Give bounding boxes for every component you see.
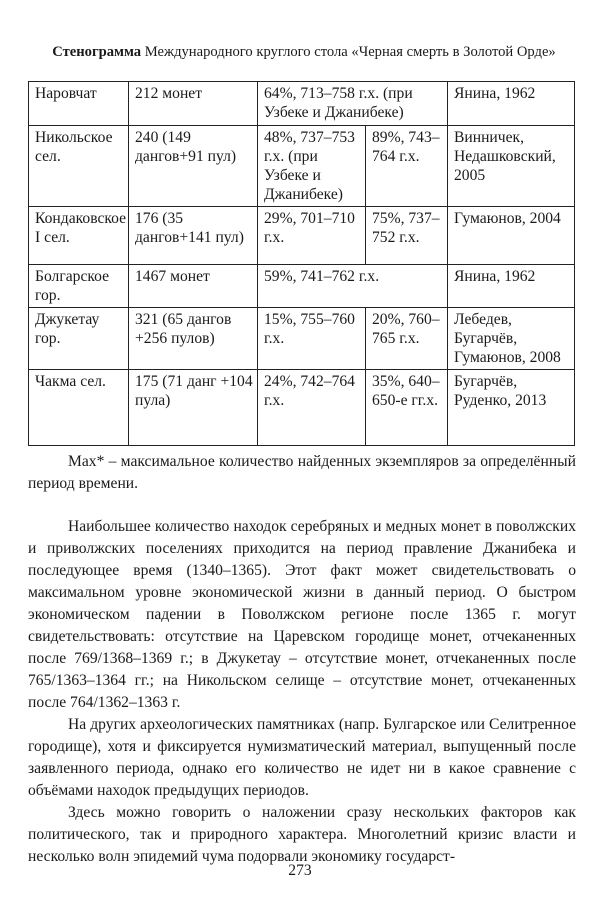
header-title-bold: Стенограмма <box>52 44 142 60</box>
table-row <box>29 370 575 446</box>
paragraph: Наибольшее количество находок серебряных и медных монет в поволжских и приволжских поселениях приходится на период правление Джанибека и последующее время (1340–1365). Этот факт может свидетельствовать о максимальном уровне экономической жизни в данный период. О быстром экономическом падении в Поволжском регионе после 1365 г. могут свидетельствовать: отсутствие на Царевском городище монет, отчеканенных после 769/1368–1369 г.; в Джукетау – отсутствие монет, отчеканенных после 765/1363–1364 гг.; на Никольском селище – отсутствие монет, отчеканенных после 764/1362–1363 г. <box>28 518 576 711</box>
cell-max-share: 35%, 640–650-е гг.х. <box>366 370 448 446</box>
cell-source: Янина, 1962 <box>448 265 575 308</box>
running-header <box>24 44 584 61</box>
table-body <box>29 82 575 446</box>
cell-coin-count: 240 (149 дангов+91 пул) <box>129 126 258 207</box>
cell-site: Джукетау гор. <box>29 308 129 370</box>
page-number: 273 <box>288 862 312 879</box>
paragraph: На других археологических памятниках (напр. Булгарское или Селитренное городище), хотя и фиксируется нумизматический материал, выпущенный после заявленного периода, однако его количество не идет ни в какое сравнение с объёмами находок предыдущих периодов. <box>28 716 576 799</box>
cell-period-share: 64%, 713–758 г.х. (при Узбеке и Джанибеке) <box>258 82 448 126</box>
cell-max-share: 89%, 743–764 г.х. <box>366 126 448 207</box>
cell-coin-count: 321 (65 дангов +256 пулов) <box>129 308 258 370</box>
cell-period-share: 24%, 742–764 г.х. <box>258 370 366 446</box>
table-row <box>29 265 575 308</box>
cell-source: Янина, 1962 <box>448 82 575 126</box>
table-row <box>29 308 575 370</box>
header-title-rest: Международного круглого стола «Черная смерть в Золотой Орде» <box>141 44 556 60</box>
cell-coin-count: 175 (71 данг +104 пула) <box>129 370 258 446</box>
cell-period-share: 48%, 737–753 г.х. (при Узбеке и Джанибеке) <box>258 126 366 207</box>
table-row <box>29 82 575 126</box>
cell-max-share: 75%, 737–752 г.х. <box>366 207 448 265</box>
table-row <box>29 126 575 207</box>
body-text <box>28 516 576 868</box>
cell-site: Болгарское гор. <box>29 265 129 308</box>
cell-max-share: 20%, 760–765 г.х. <box>366 308 448 370</box>
cell-site: Кондаковское I сел. <box>29 207 129 265</box>
cell-period-share: 15%, 755–760 г.х. <box>258 308 366 370</box>
cell-site: Чакма сел. <box>29 370 129 446</box>
cell-source: Лебедев, Бугарчёв, Гумаюнов, 2008 <box>448 308 575 370</box>
paragraph: Здесь можно говорить о наложении сразу нескольких факторов как политического, так и природного характера. Многолетний кризис власти и несколько волн эпидемий чума подорвали экономику государст- <box>28 804 576 865</box>
cell-source: Бугарчёв, Руденко, 2013 <box>448 370 575 446</box>
cell-period-share: 29%, 701–710 г.х. <box>258 207 366 265</box>
cell-coin-count: 176 (35 дангов+141 пул) <box>129 207 258 265</box>
table-row <box>29 207 575 265</box>
cell-period-share: 59%, 741–762 г.х. <box>258 265 448 308</box>
coin-finds-table <box>28 81 575 446</box>
footnote-max: Max* – максимальное количество найденных экземпляров за определённый период времени. <box>28 453 576 492</box>
cell-coin-count: 1467 монет <box>129 265 258 308</box>
cell-source: Гумаюнов, 2004 <box>448 207 575 265</box>
cell-source: Винничек, Недашковский, 2005 <box>448 126 575 207</box>
cell-site: Наровчат <box>29 82 129 126</box>
cell-site: Никольское сел. <box>29 126 129 207</box>
cell-coin-count: 212 монет <box>129 82 258 126</box>
